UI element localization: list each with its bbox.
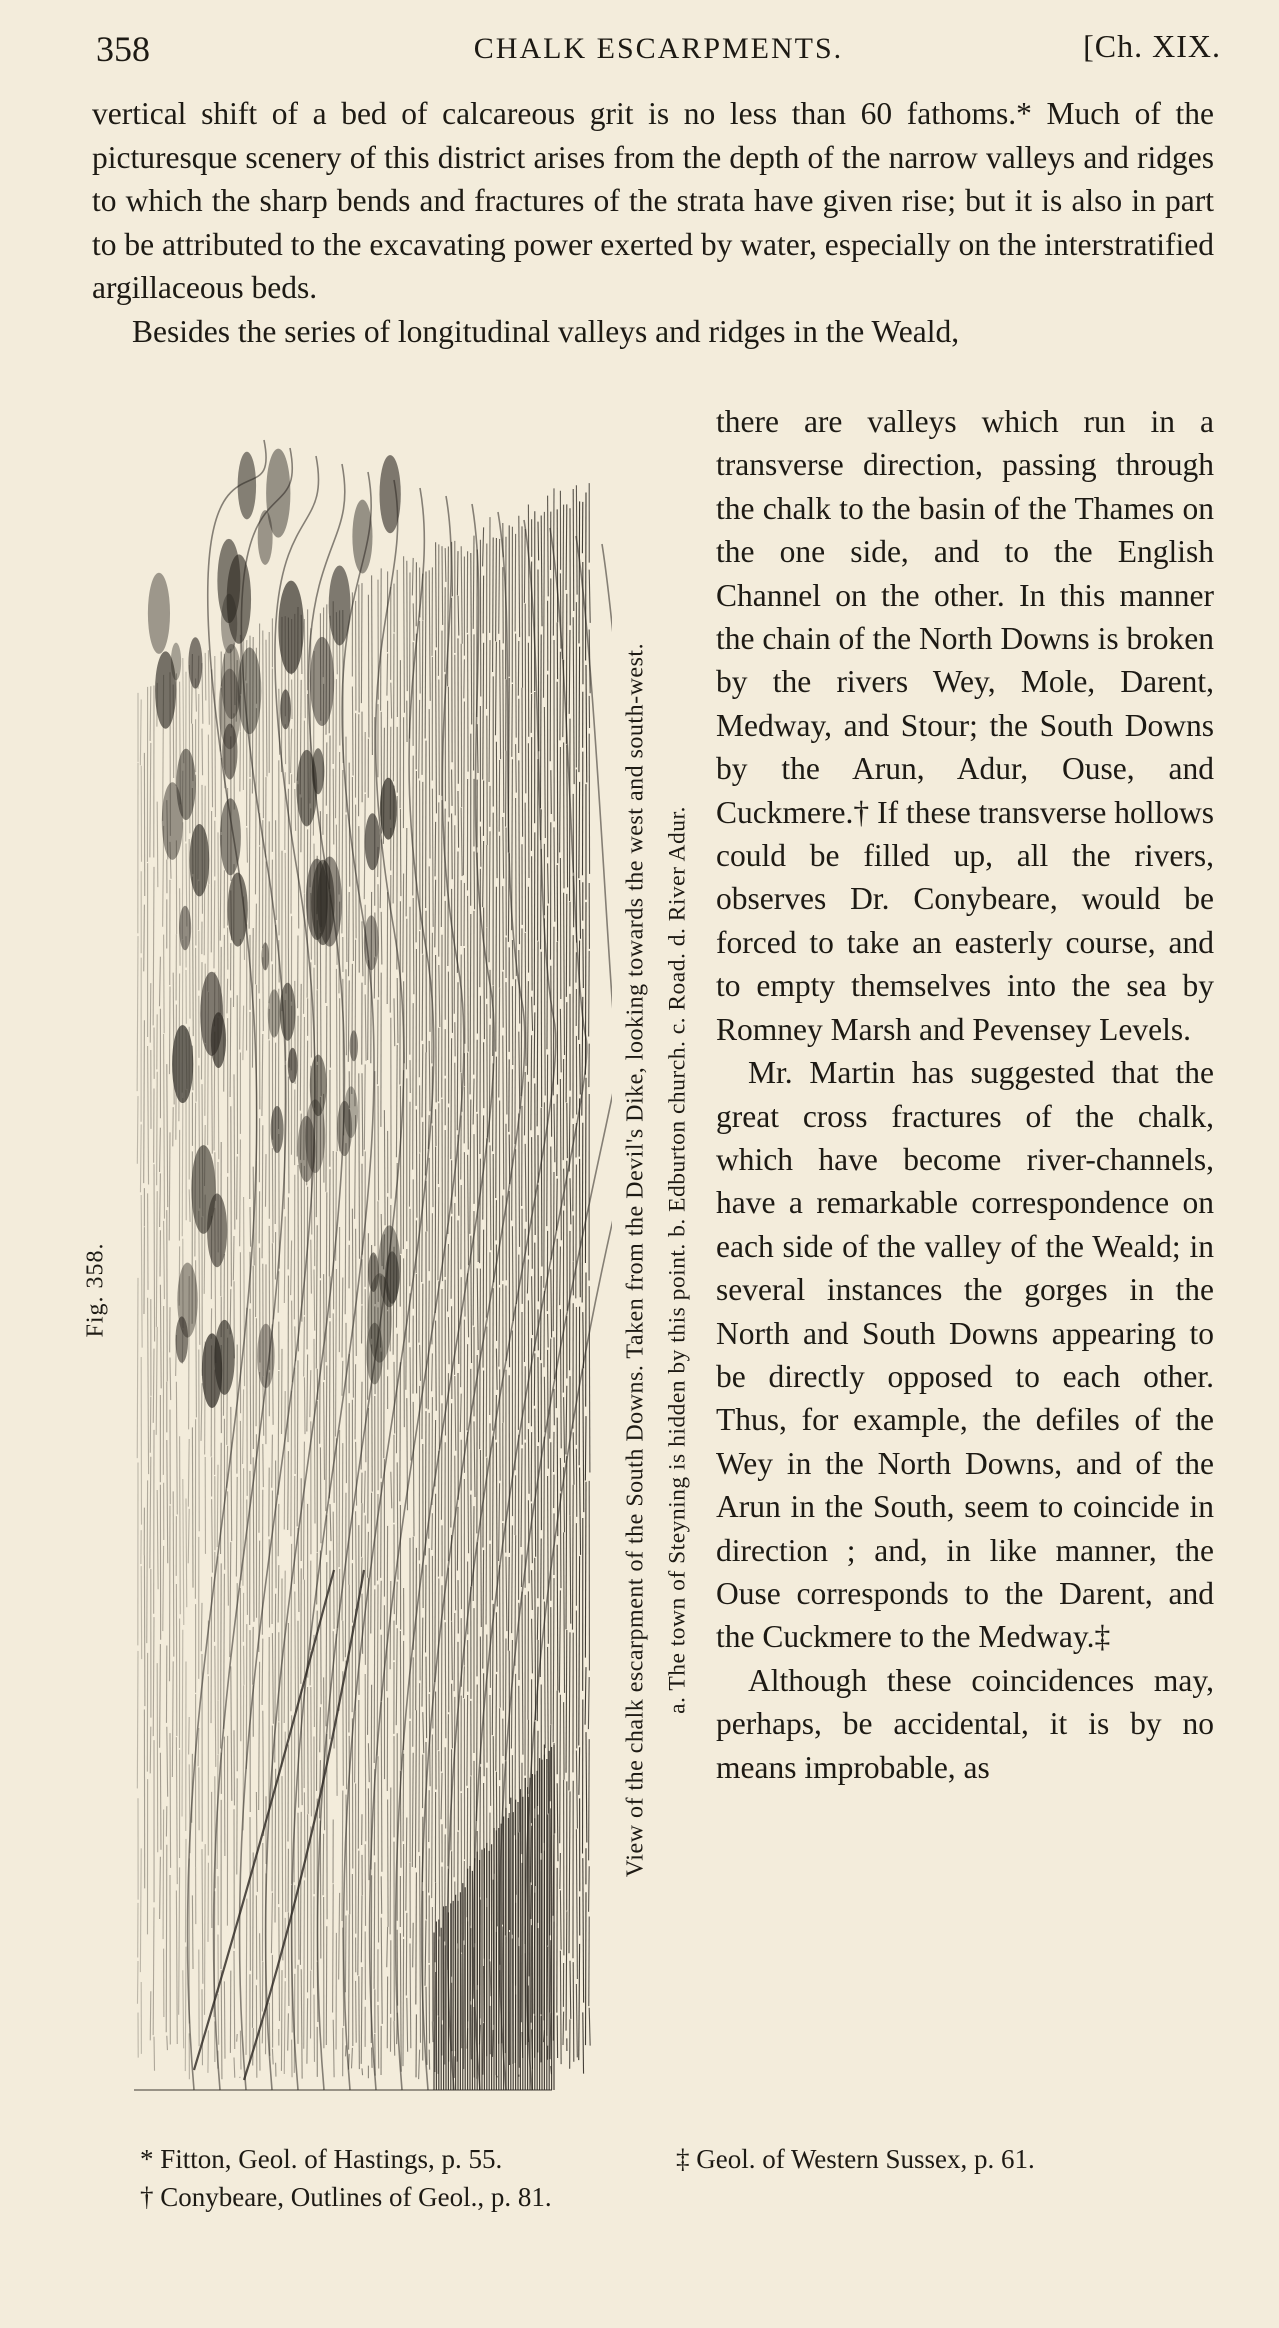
page-number: 358 xyxy=(96,29,150,69)
full-width-text xyxy=(92,92,1214,353)
footnote-dagger: † Conybeare, Outlines of Geol., p. 81. xyxy=(140,2182,552,2212)
figure-caption-text: View of the chalk escarpment of the South Downs. Taken from the Devil's Dike, looking towards the west and south-west. xyxy=(622,642,649,1878)
chalk-escarpment-engraving xyxy=(134,420,612,2120)
side-column-text xyxy=(716,400,1214,1789)
paragraph-3: Mr. Martin has suggested that the great cross fractures of the chalk, which have become river-channels, have a remarkable correspondence on each side of the valley of the Weald; in several instances the gorges in the North and South Downs appearing to be directly opposed to each other. Thus, for example, the defiles of the Wey in the North Downs, and of the Arun in the South, seem to coincide in direction ; and, in like manner, the Ouse corresponds to the Darent, and the Cuckmere to the Medway.‡ xyxy=(716,1055,1214,1655)
figure-label xyxy=(76,1230,116,1350)
paragraph-2-continued: there are valleys which run in a transverse direction, passing through the chalk to the basin of the Thames on the one side, and to the English Channel on the other. In this manner the chain of the North Downs is broken by the rivers Wey, Mole, Darent, Medway, and Stour; the South Downs by the Arun, Adur, Ouse, and Cuckmere.† If these transverse hollows could be filled up, all the rivers, observes Dr. Conybeare, would be forced to take an easterly course, and to empty themselves into the sea by Romney Marsh and Pevensey Levels. xyxy=(716,404,1214,1047)
paragraph-2-start: Besides the series of longitudinal valleys and ridges in the Weald, xyxy=(132,313,960,349)
running-head xyxy=(96,28,1221,78)
footnote-double-dagger: ‡ Geol. of Western Sussex, p. 61. xyxy=(676,2144,1035,2174)
paragraph-1: vertical shift of a bed of calcareous grit is no less than 60 fathoms.* Much of the picturesque scenery of this district arises from the depth of the narrow valleys and ridges to which the sharp bends and fractures of the strata have given rise; but it is also in part to be attributed to the excavating power exerted by water, especially on the interstratified argillaceous beds. xyxy=(92,96,1214,305)
paragraph-4: Although these coincidences may, perhaps, be accidental, it is by no means improbable, as xyxy=(716,1662,1214,1785)
footnote-asterisk: * Fitton, Geol. of Hastings, p. 55. xyxy=(140,2144,503,2174)
figure-caption xyxy=(616,440,656,2080)
engraving-illustration xyxy=(134,420,612,2120)
running-title: CHALK ESCARPMENTS. xyxy=(473,32,844,65)
figure-legend-text: a. The town of Steyning is hidden by this point. b. Edburton church. c. Road. d. River Adur. xyxy=(664,806,691,1714)
figure-number: Fig. 358. xyxy=(82,1242,109,1338)
figure-legend xyxy=(658,440,698,2080)
chapter-marker: [Ch. XIX. xyxy=(1083,28,1221,64)
